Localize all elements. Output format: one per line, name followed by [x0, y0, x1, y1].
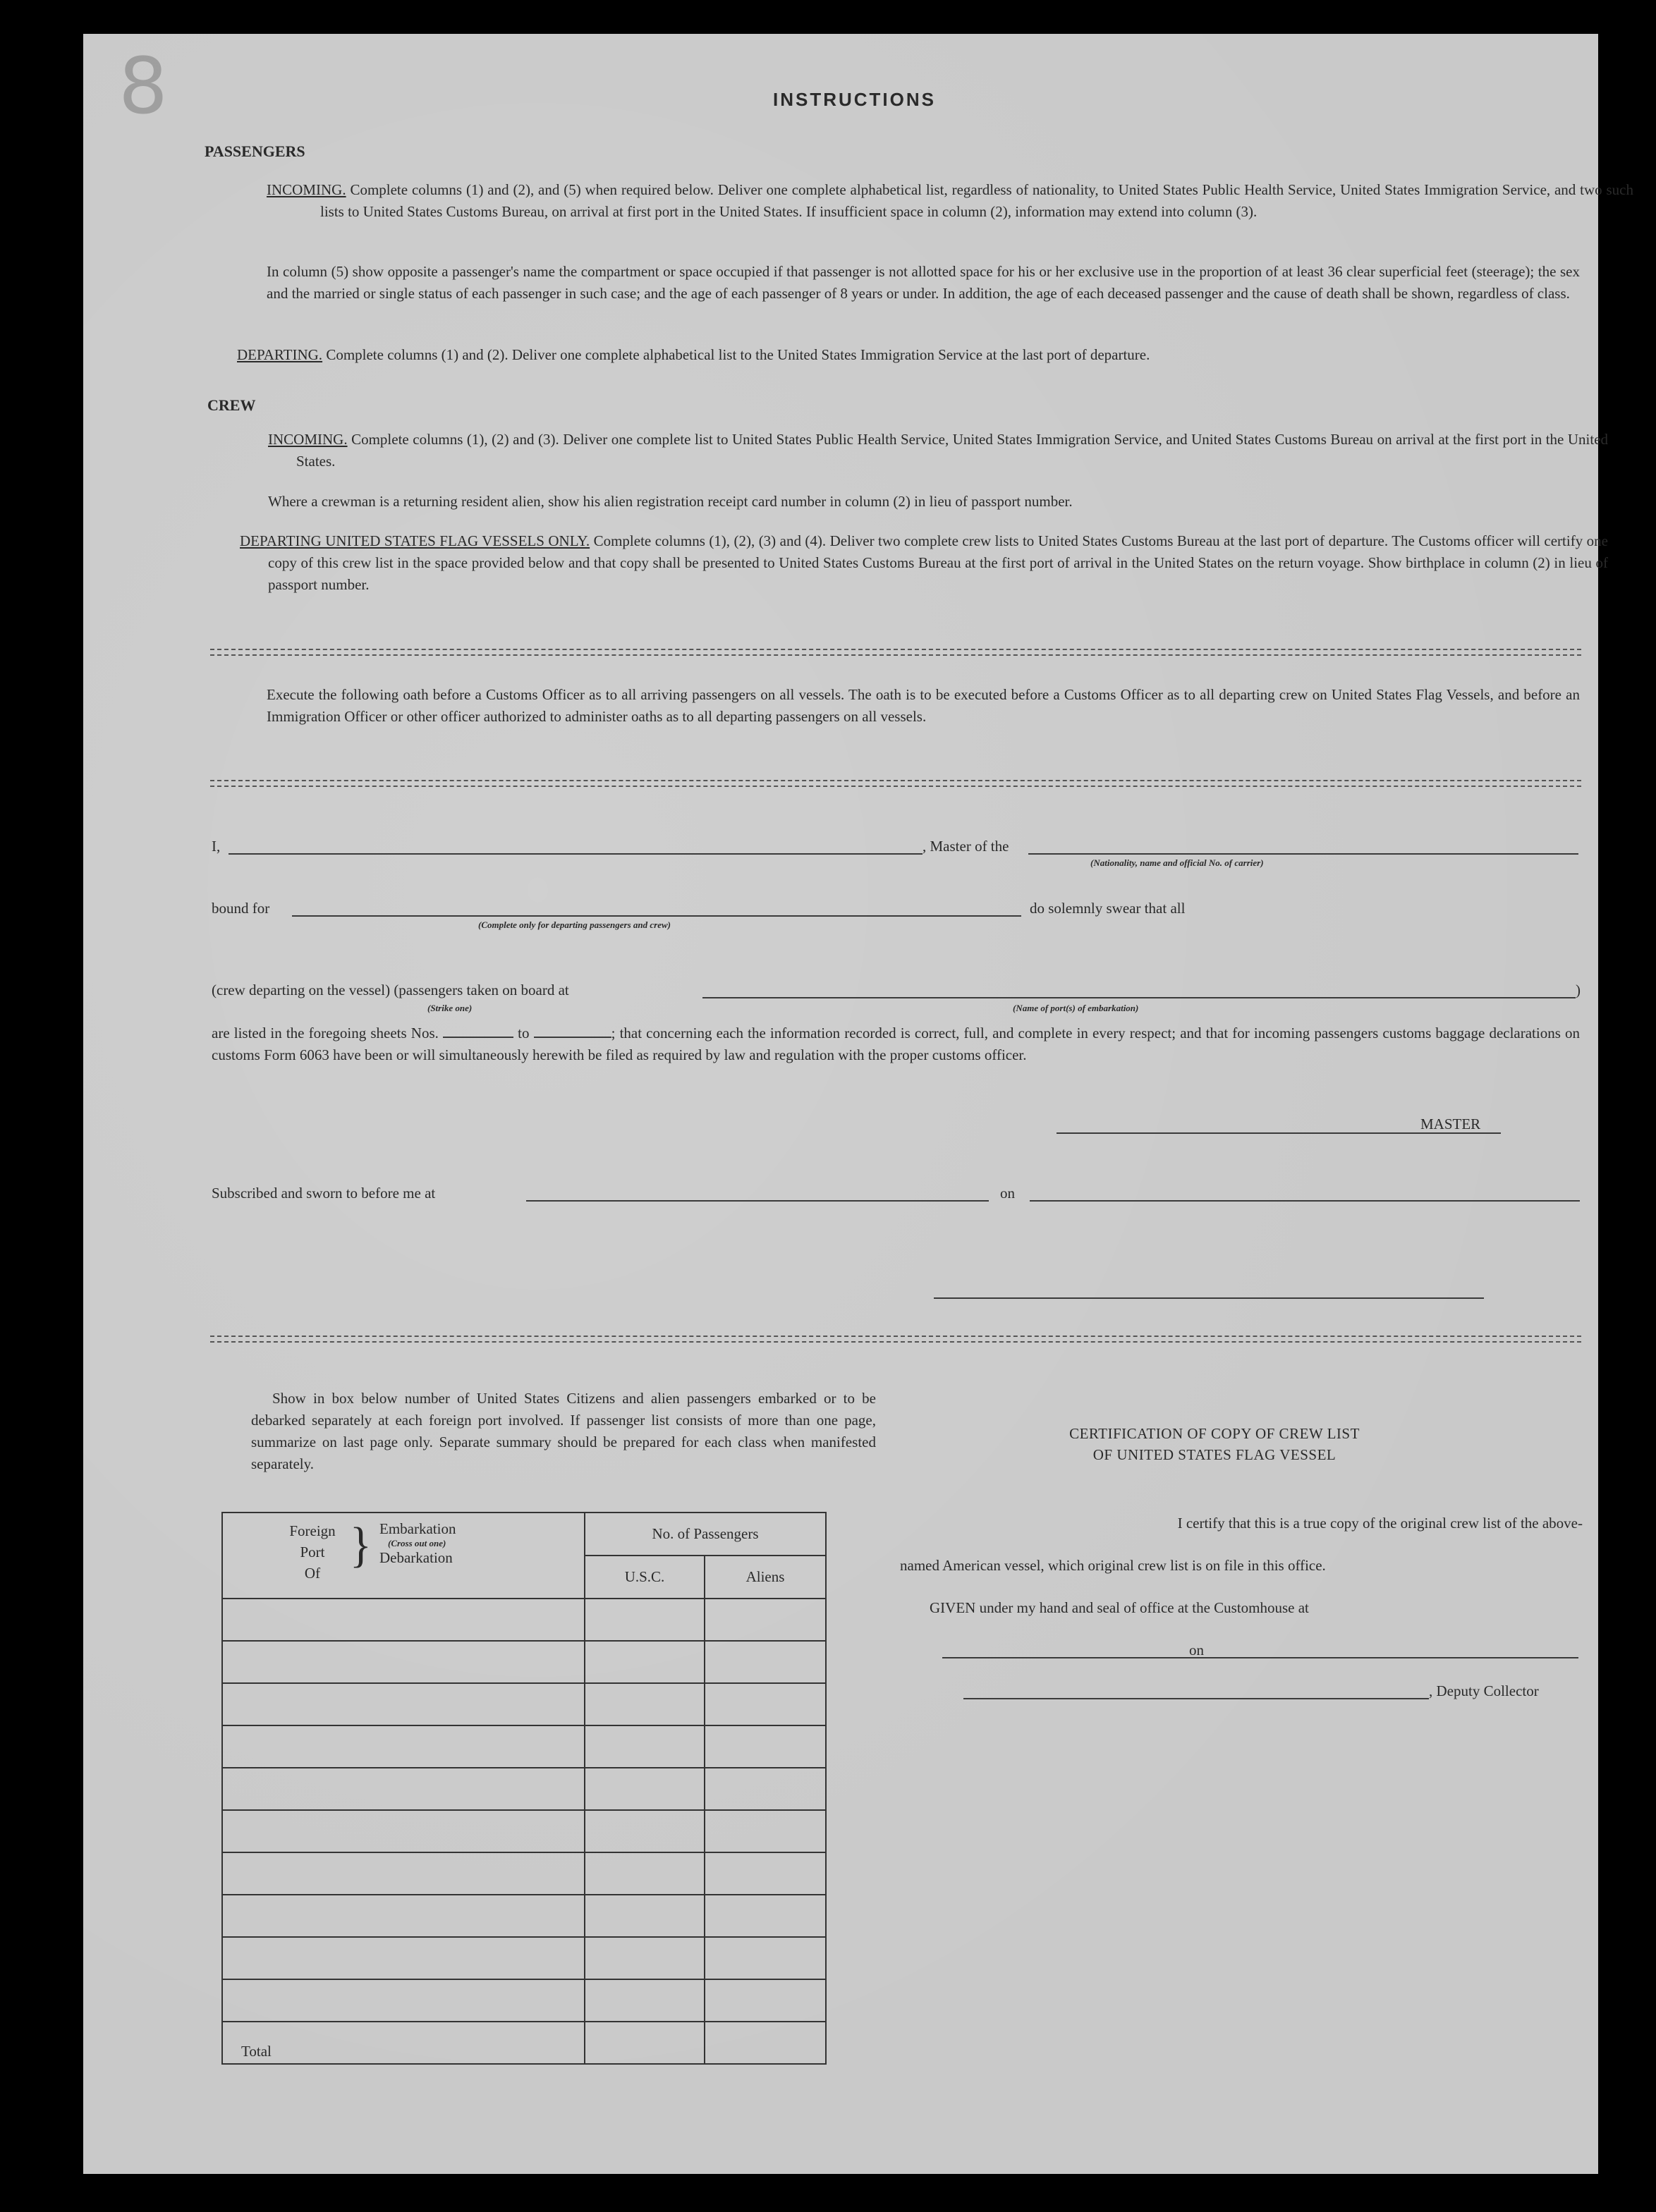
- oath-intro: Execute the following oath before a Customs Officer as to all arriving passengers on all vessels. The oath is to be executed before a Customs Officer as to all departing crew on United States Flag Vessels, and before an Immigration Officer or other officer authorized to administer oaths as to all departing passengers on all vessels.: [267, 686, 1580, 725]
- usc-header: U.S.C.: [585, 1556, 705, 1599]
- crew-resident: Where a crewman is a returning resident alien, show his alien registration receipt card number in column (2) in lieu of passport number.: [268, 493, 1073, 510]
- certification-date-field[interactable]: [1214, 1657, 1578, 1658]
- passengers-departing-text: Complete columns (1) and (2). Deliver one complete alphabetical list to the United States Immigration Service at the last port of departure.: [326, 346, 1150, 363]
- passengers-heading: PASSENGERS: [205, 142, 305, 160]
- usc-cell[interactable]: [585, 1979, 705, 2022]
- bound-for-field[interactable]: [292, 915, 1021, 917]
- aliens-cell[interactable]: [705, 1895, 826, 1937]
- sworn-at-field[interactable]: [526, 1200, 989, 1202]
- crew-incoming: [268, 429, 1608, 472]
- section-divider: [210, 780, 1581, 787]
- usc-cell[interactable]: [585, 1683, 705, 1725]
- aliens-cell[interactable]: [705, 1683, 826, 1725]
- oath-sheets-to: to: [518, 1025, 530, 1041]
- sheets-to-field[interactable]: [534, 1024, 611, 1038]
- brace-icon: }: [350, 1517, 372, 1572]
- aliens-cell[interactable]: [705, 1641, 826, 1683]
- aliens-header: Aliens: [705, 1556, 826, 1599]
- col-embarkation: Embarkation: [379, 1520, 456, 1537]
- port-cell[interactable]: [222, 1683, 585, 1725]
- oath-sheets-label: are listed in the foregoing sheets Nos.: [212, 1025, 439, 1041]
- no-passengers-header: No. of Passengers: [585, 1513, 826, 1556]
- usc-cell[interactable]: [585, 1768, 705, 1810]
- handwritten-mark: 8: [118, 41, 168, 131]
- oath-master-of: , Master of the: [923, 838, 1009, 855]
- aliens-cell[interactable]: [705, 1979, 826, 2022]
- certification-heading-2: OF UNITED STATES FLAG VESSEL: [1092, 1446, 1337, 1463]
- summary-row: [222, 1641, 826, 1683]
- passengers-incoming-text: Complete columns (1) and (2), and (5) when required below. Deliver one complete alphabetical list, regardless of nationality, to United States Public Health Service, United States Immigration Service, and two such lists to United States Customs Bureau, on arrival at first port in the United States. If insufficient space in column (2), information may extend into column (3).: [320, 181, 1633, 220]
- summary-row: [222, 1725, 826, 1768]
- embarkation-port-hint: (Name of port(s) of embarkation): [1013, 1003, 1139, 1013]
- usc-cell[interactable]: [585, 1641, 705, 1683]
- section-divider: [210, 649, 1581, 656]
- usc-cell[interactable]: [585, 1725, 705, 1768]
- aliens-cell[interactable]: [705, 1852, 826, 1895]
- summary-row: [222, 1895, 826, 1937]
- certification-body-2: named American vessel, which original crew list is on file in this office.: [900, 1557, 1326, 1574]
- passengers-departing: [237, 344, 1580, 366]
- section-divider: [210, 1336, 1581, 1343]
- summary-row: [222, 1683, 826, 1725]
- sworn-date-field[interactable]: [1030, 1200, 1580, 1202]
- usc-cell[interactable]: [585, 1599, 705, 1641]
- port-cell[interactable]: [222, 1599, 585, 1641]
- aliens-cell[interactable]: [705, 1768, 826, 1810]
- summary-instructions: Show in box below number of United States Citizens and alien passengers embarked or to be debarked separately at each foreign port involved. If passenger list consists of more than one page, summarize on last page only. Separate summary should be prepared for each class when manifested separately.: [251, 1390, 876, 1472]
- certification-given: GIVEN under my hand and seal of office at the Customhouse at: [930, 1599, 1309, 1616]
- summary-row: [222, 1979, 826, 2022]
- oath-swear: do solemnly swear that all: [1030, 900, 1186, 917]
- sheets-from-field[interactable]: [443, 1024, 513, 1038]
- col-cross-out: (Cross out one): [388, 1538, 446, 1548]
- oath-i-label: I,: [212, 838, 221, 855]
- oath-bound-for: bound for: [212, 900, 270, 917]
- summary-row: [222, 1810, 826, 1852]
- certification-body-1: I certify that this is a true copy of the original crew list of the above-: [1177, 1515, 1583, 1532]
- aliens-cell[interactable]: [705, 1725, 826, 1768]
- oath-subscribed: Subscribed and sworn to before me at: [212, 1185, 436, 1202]
- document-page: [83, 34, 1633, 2174]
- master-name-field[interactable]: [229, 853, 923, 855]
- embarkation-port-field[interactable]: [702, 997, 1576, 998]
- certification-heading: [961, 1423, 1468, 1465]
- strike-one-hint: (Strike one): [427, 1003, 473, 1013]
- deputy-signature-field[interactable]: [963, 1698, 1429, 1699]
- usc-cell[interactable]: [585, 1810, 705, 1852]
- oath-sheets: [212, 1022, 1580, 1066]
- aliens-cell[interactable]: [705, 1937, 826, 1979]
- passengers-incoming: [267, 179, 1633, 223]
- port-cell[interactable]: [222, 1768, 585, 1810]
- oath-sheets-text: ; that concerning each the information recorded is correct, full, and complete in every respect; and that for incoming passengers customs baggage declarations on customs Form 6063 have been or will simultaneously herewith be filed as required by law and regulation with the proper customs officer.: [212, 1025, 1581, 1063]
- crew-departing-text: Complete columns (1), (2), (3) and (4). Deliver two complete crew lists to United States Customs Bureau at the last port of departure. The Customs officer will certify one copy of this crew list in the space provided below and that copy shall be presented to United States Customs Bureau at the first port of arrival in the United States on the return voyage. Show birthplace in column (2) in lieu of passport number.: [268, 532, 1608, 593]
- oath-crew-departing: (crew departing on the vessel) (passengers taken on board at: [212, 982, 569, 998]
- col-debarkation: Debarkation: [379, 1549, 453, 1566]
- summary-row: [222, 1937, 826, 1979]
- aliens-cell[interactable]: [705, 1599, 826, 1641]
- master-label: MASTER: [1420, 1116, 1481, 1132]
- usc-cell[interactable]: [585, 1852, 705, 1895]
- col-of: Of: [304, 1565, 321, 1582]
- passengers-column5: In column (5) show opposite a passenger's name the compartment or space occupied if that passenger is not allotted space for his or her exclusive use in the proportion of at least 36 clear superficial feet (steerage); the sex and the married or single status of each passenger in such case; and the age of each passenger of 8 years or under. In addition, the age of each deceased passenger and the cause of death shall be shown, regardless of class.: [267, 263, 1580, 302]
- port-cell[interactable]: [222, 1810, 585, 1852]
- bound-for-hint: (Complete only for departing passengers and crew): [478, 919, 671, 930]
- passengers-departing-label: DEPARTING.: [237, 346, 323, 363]
- oath-on: on: [1000, 1185, 1015, 1202]
- summary-row: [222, 1852, 826, 1895]
- crew-heading: CREW: [207, 396, 256, 414]
- crew-departing-label: DEPARTING UNITED STATES FLAG VESSELS ONLY.: [240, 532, 590, 549]
- port-cell[interactable]: [222, 1641, 585, 1683]
- crew-incoming-text: Complete columns (1), (2) and (3). Deliver one complete list to United States Public Health Service, United States Immigration Service, and United States Customs Bureau on arrival at the first port in the United States.: [296, 431, 1609, 470]
- crew-incoming-label: INCOMING.: [268, 431, 348, 448]
- officer-signature-field[interactable]: [934, 1297, 1484, 1299]
- port-header-cell: [222, 1513, 585, 1599]
- carrier-hint: (Nationality, name and official No. of carrier): [1090, 857, 1264, 868]
- summary-row: [222, 1599, 826, 1641]
- oath-close-paren: ): [1576, 982, 1581, 998]
- usc-cell[interactable]: [585, 1937, 705, 1979]
- usc-cell[interactable]: [585, 1895, 705, 1937]
- col-foreign: Foreign: [289, 1522, 336, 1539]
- port-cell[interactable]: [222, 1979, 585, 2022]
- page-title: INSTRUCTIONS: [773, 89, 936, 110]
- col-port: Port: [300, 1544, 325, 1560]
- port-cell[interactable]: [222, 1895, 585, 1937]
- deputy-collector-label: , Deputy Collector: [1429, 1682, 1539, 1699]
- certification-on: on: [1189, 1642, 1204, 1658]
- total-label: Total: [222, 2022, 585, 2064]
- total-usc-cell[interactable]: [585, 2022, 705, 2064]
- carrier-field[interactable]: [1028, 853, 1578, 855]
- passenger-summary-table: [221, 1512, 827, 2065]
- port-cell[interactable]: [222, 1937, 585, 1979]
- aliens-cell[interactable]: [705, 1810, 826, 1852]
- port-cell[interactable]: [222, 1725, 585, 1768]
- passengers-incoming-label: INCOMING.: [267, 181, 346, 198]
- certification-heading-1: CERTIFICATION OF COPY OF CREW LIST: [1069, 1425, 1360, 1442]
- port-cell[interactable]: [222, 1852, 585, 1895]
- crew-departing: [240, 530, 1608, 596]
- summary-row: [222, 1768, 826, 1810]
- total-aliens-cell[interactable]: [705, 2022, 826, 2064]
